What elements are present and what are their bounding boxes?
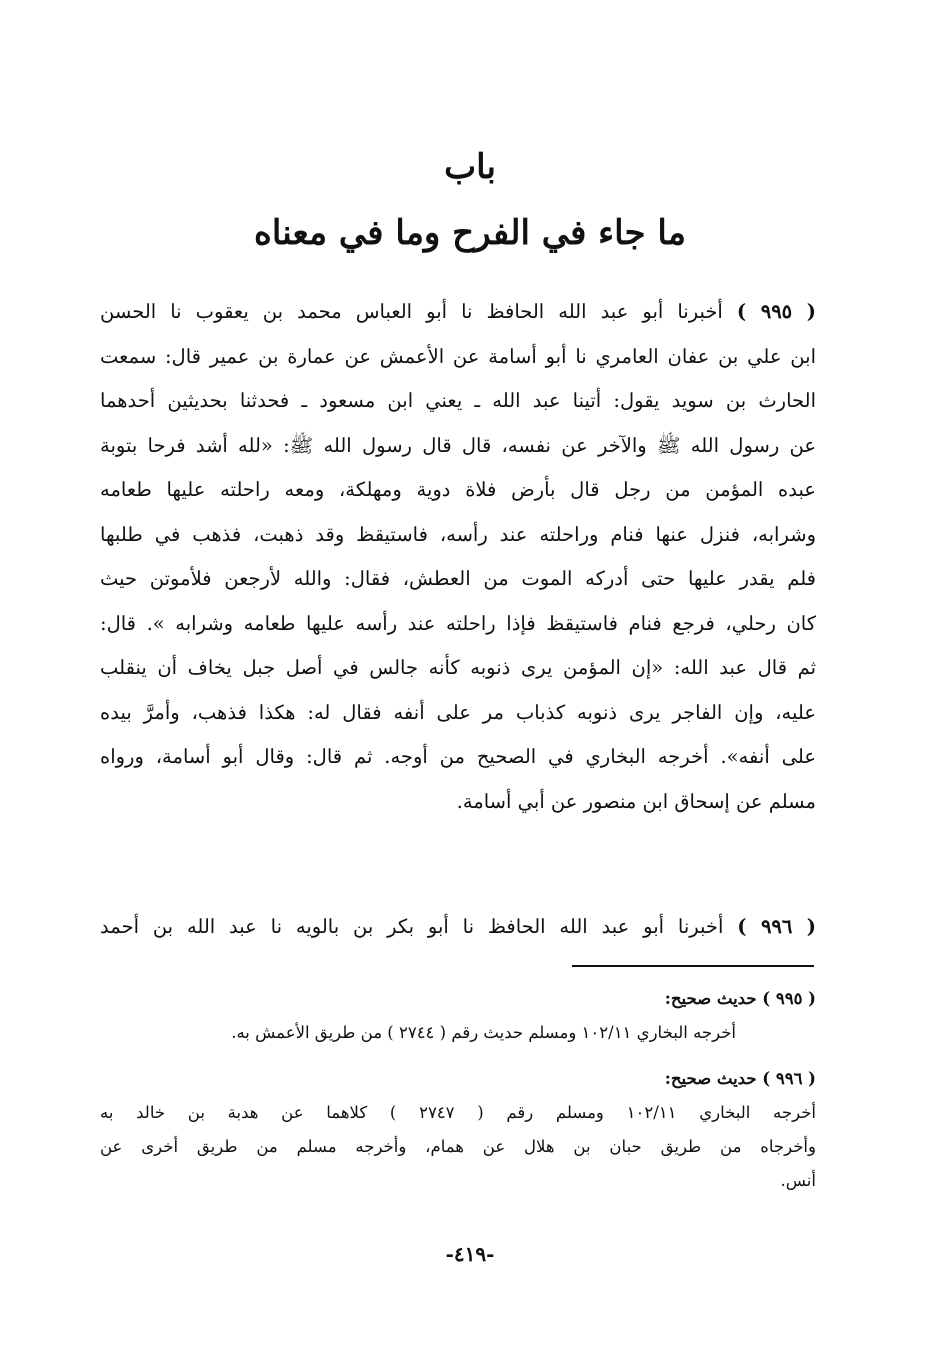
footnote-996-heading: ( ٩٩٦ ) حديث صحيح: bbox=[664, 1069, 816, 1088]
hadith-995-line: ثم قال عبد الله: «إن المؤمن يرى ذنوبه كأنه جالس في أصل جبل يخاف أن ينقلب bbox=[100, 656, 816, 679]
footnote-995 bbox=[100, 982, 816, 1050]
hadith-995-number: ( ٩٩٥ ) bbox=[736, 300, 816, 323]
footnote-996-line: أنس. bbox=[780, 1171, 816, 1190]
hadith-995-line: وشرابه، فنزل عنها فنام وراحلته عند رأسه، فاستيقظ وقد ذهبت، فذهب في طلبها bbox=[100, 522, 816, 546]
hadith-995-line: ابن علي بن عفان العامري نا أبو أسامة عن الأعمش عن عمارة بن عمير قال: سمعت bbox=[100, 344, 816, 368]
hadith-995-paragraph bbox=[100, 290, 816, 824]
hadith-995-line: عليه، وإن الفاجر يرى ذنوبه كذباب مر على أنفه فقال له: هكذا فذهب، وأمرَّ بيده bbox=[100, 700, 816, 724]
chapter-title: ما جاء في الفرح وما في معناه bbox=[254, 213, 686, 253]
footnote-divider bbox=[572, 965, 814, 967]
hadith-995-line: فلم يقدر عليها حتى أدركه الموت من العطش، فقال: والله لأرجعن فلأموتن حيث bbox=[100, 567, 816, 590]
hadith-995-line: عن رسول الله ﷺ والآخر عن نفسه، قال قال رسول الله ﷺ: «لله أشد فرحا بتوبة bbox=[100, 433, 816, 457]
footnote-995-heading: ( ٩٩٥ ) حديث صحيح: bbox=[664, 989, 816, 1008]
footnote-996-line: وأخرجاه من طريق حبان بن هلال عن همام، وأخرجه مسلم من طريق أخرى عن bbox=[100, 1137, 816, 1156]
hadith-995-line-text: أخبرنا أبو عبد الله الحافظ نا أبو العباس محمد بن يعقوب نا الحسن bbox=[100, 300, 723, 323]
footnote-996 bbox=[100, 1062, 816, 1198]
page-number: -٤١٩- bbox=[445, 1242, 495, 1266]
hadith-996-text: أخبرنا أبو عبد الله الحافظ نا أبو بكر بن بالويه نا عبد الله بن أحمد bbox=[100, 915, 724, 938]
hadith-995-line bbox=[100, 290, 816, 335]
footnote-995-line: أخرجه البخاري ١٠٢/١١ ومسلم حديث رقم ( ٢٧٤٤ ) من طريق الأعمش به. bbox=[231, 1023, 736, 1042]
hadith-996-number: ( ٩٩٦ ) bbox=[737, 915, 816, 938]
hadith-995-line: على أنفه». أخرجه البخاري في الصحيح من أوجه. ثم قال: وقال أبو أسامة، ورواه bbox=[100, 745, 816, 768]
hadith-995-line: مسلم عن إسحاق ابن منصور عن أبي أسامة. bbox=[456, 789, 816, 813]
footnote-996-line: أخرجه البخاري ١٠٢/١١ ومسلم رقم ( ٢٧٤٧ ) كلاهما عن هدبة بن خالد به bbox=[100, 1103, 816, 1122]
hadith-995-line: عبده المؤمن من رجل قال بأرض فلاة دوية ومهلكة، ومعه راحلته عليها طعامه bbox=[100, 478, 816, 501]
hadith-995-line: كان رحلي، فرجع فنام فاستيقظ فإذا راحلته عند رأسه عليها طعامه وشرابه ». قال: bbox=[100, 611, 816, 635]
hadith-995-line: الحارث بن سويد يقول: أتينا عبد الله ـ يعني ابن مسعود ـ فحدثنا بحديثين أحدهما bbox=[100, 389, 816, 412]
hadith-996-paragraph bbox=[100, 905, 816, 950]
chapter-label: باب bbox=[444, 147, 496, 187]
